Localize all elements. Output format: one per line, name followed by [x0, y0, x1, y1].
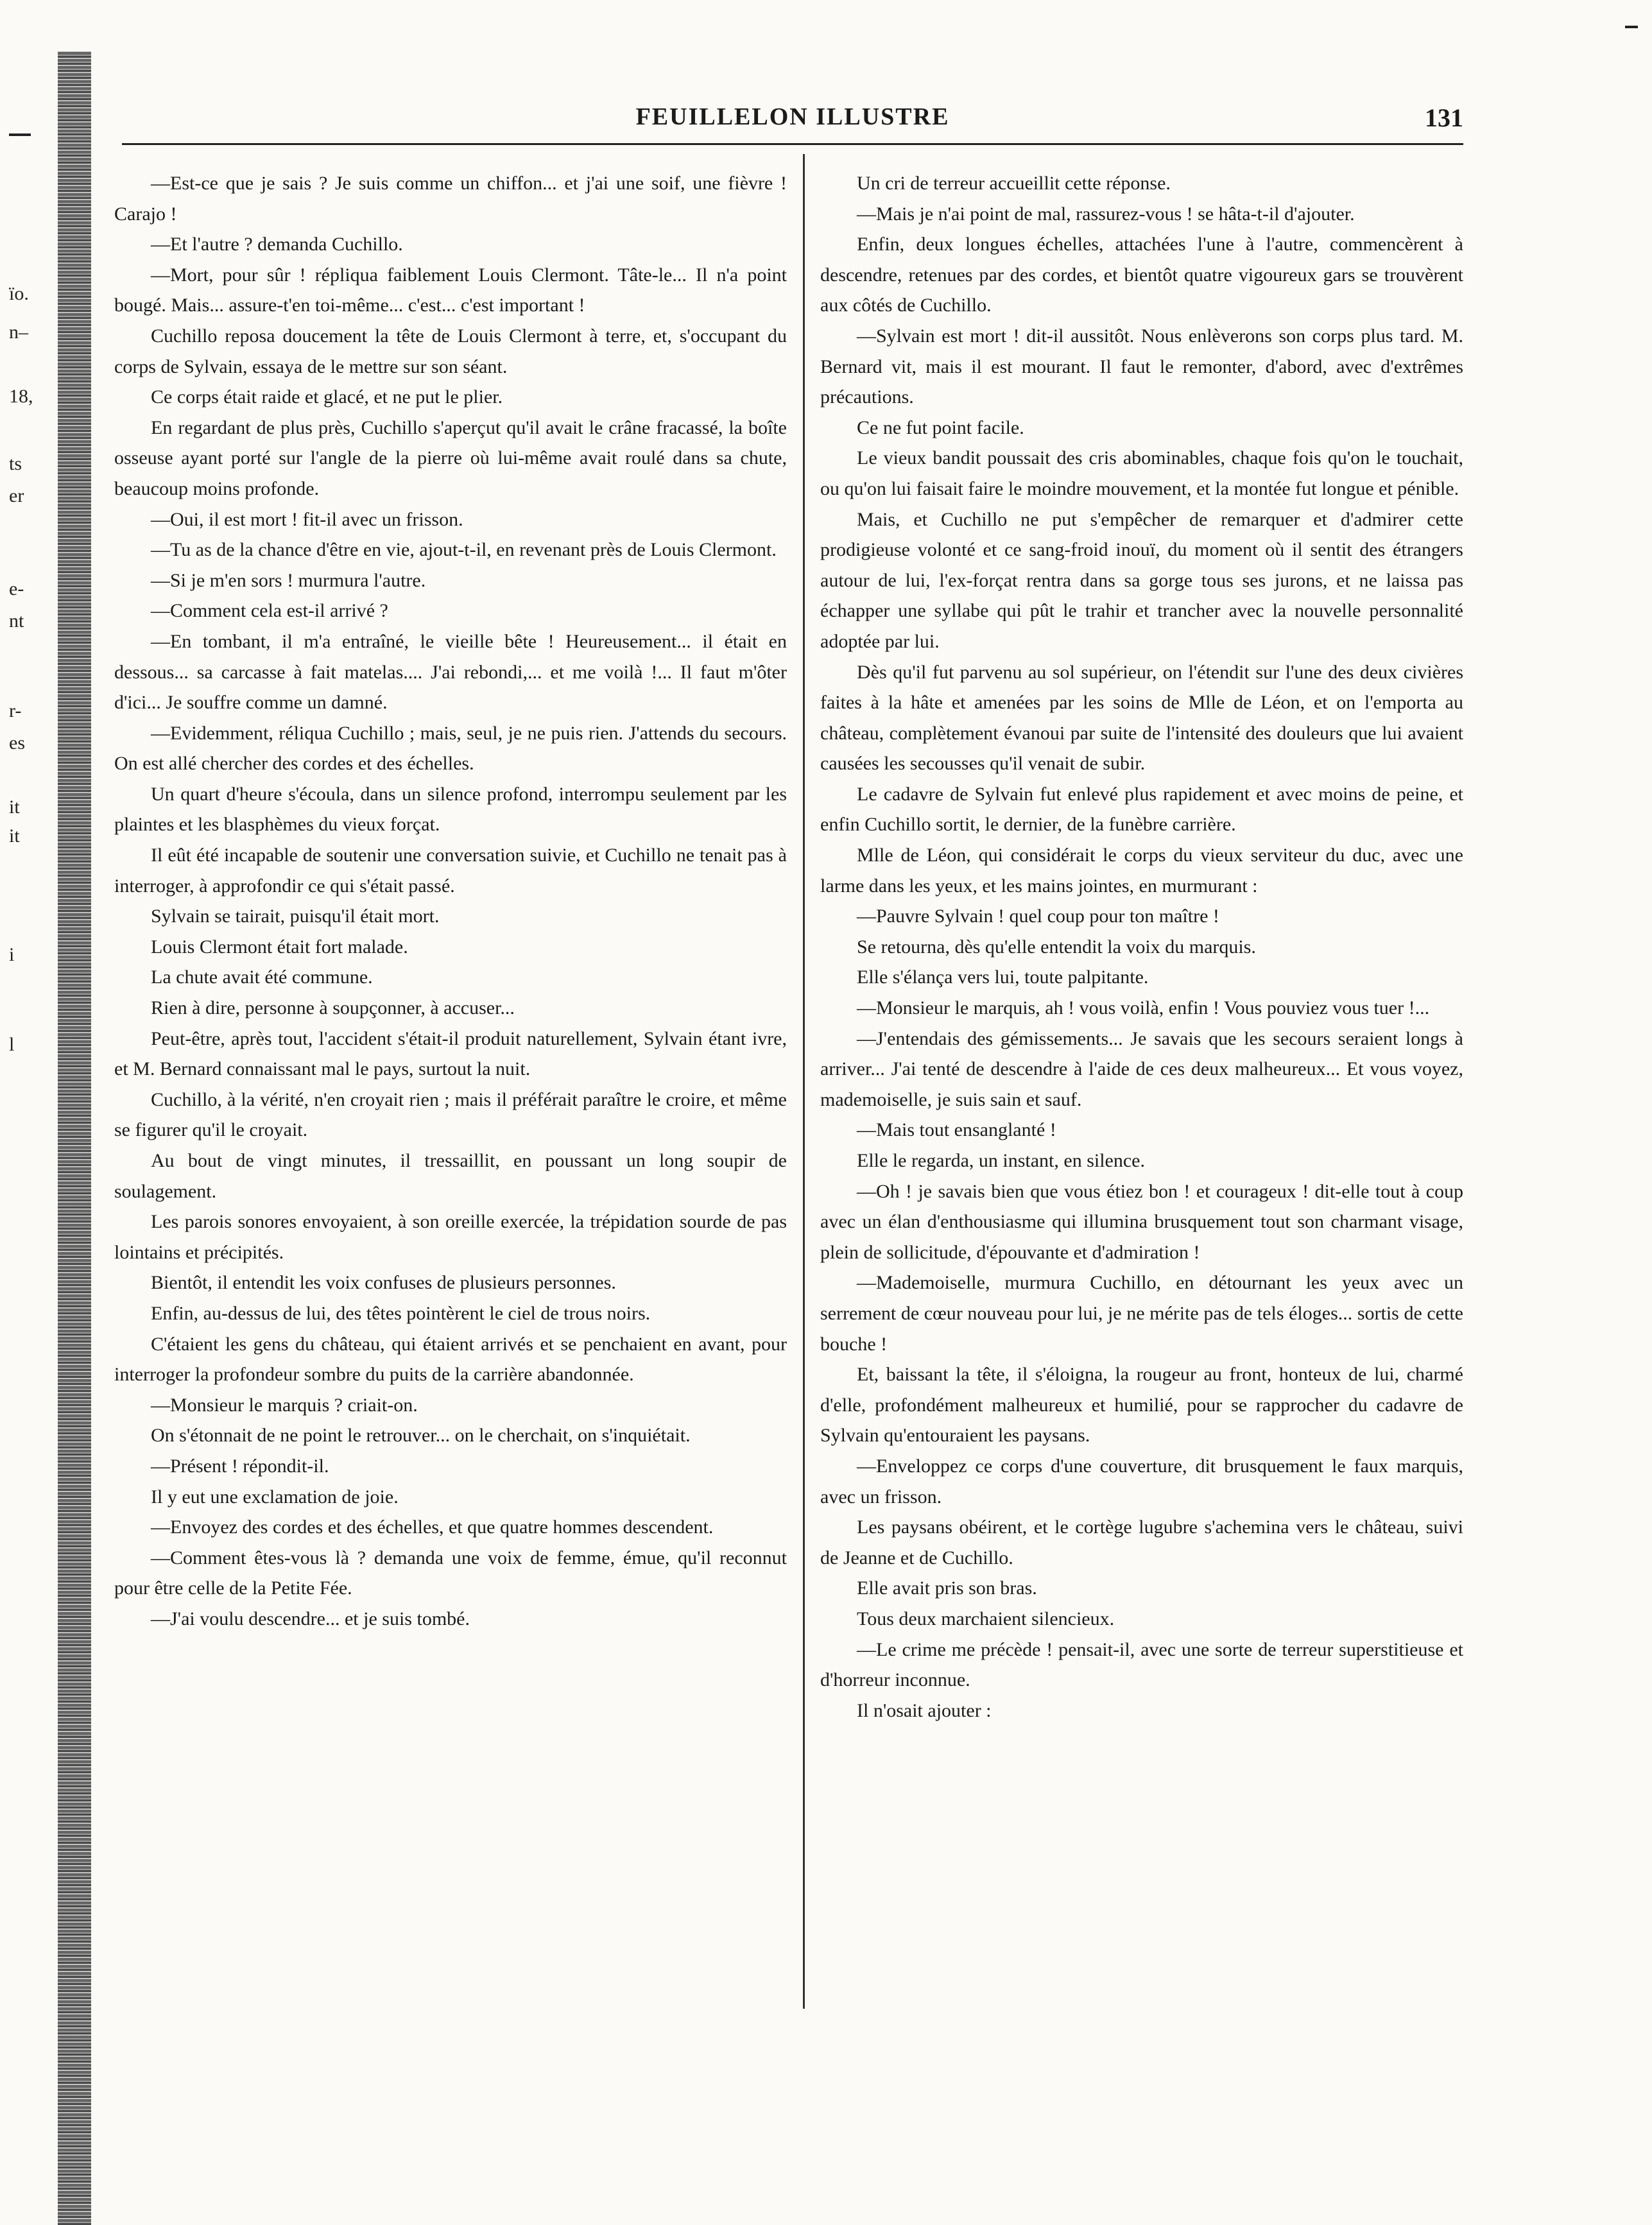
- right-column: [820, 168, 1463, 1726]
- paragraph: Au bout de vingt minutes, il tressaillit, en poussant un long soupir de soulagement.: [114, 1150, 787, 1202]
- paragraph: Sylvain se tairait, puisqu'il était mort.: [151, 906, 440, 927]
- paragraph: Enfin, au-dessus de lui, des têtes pointèrent le ciel de trous noirs.: [151, 1302, 651, 1324]
- paragraph: —En tombant, il m'a entraîné, le vieille bête ! Heureusement... il était en dessous... sa carcasse à fait matelas.... J'ai rebondi,... et me voilà !... Il faut m'ôter d'ici... Je souffre comme un damné.: [114, 630, 787, 714]
- paragraph: —Mais je n'ai point de mal, rassurez-vous ! se hâta-t-il d'ajouter.: [857, 203, 1355, 225]
- paragraph: —Est-ce que je sais ? Je suis comme un chiffon... et j'ai une soif, une fièvre ! Carajo !: [114, 173, 787, 225]
- paragraph: —J'entendais des gémissements... Je savais que les secours seraient longs à arriver... J'ai tenté de descendre à l'aide de ces deux malheureux... Et vous voyez, mademoiselle, je suis sain et sauf.: [820, 1027, 1463, 1110]
- edge-fragment: n–: [9, 322, 28, 343]
- page-header: [122, 103, 1463, 135]
- paragraph: Elle avait pris son bras.: [857, 1577, 1037, 1599]
- paragraph: —J'ai voulu descendre... et je suis tombé.: [151, 1608, 470, 1629]
- edge-fragment: l: [9, 1034, 15, 1055]
- paragraph: —Tu as de la chance d'être en vie, ajout-t-il, en revenant près de Louis Clermont.: [151, 539, 777, 561]
- paragraph: —Evidemment, réliqua Cuchillo ; mais, seul, je ne puis rien. J'attends du secours. On est allé chercher des cordes et des échelles.: [114, 722, 787, 775]
- paragraph: Mlle de Léon, qui considérait le corps du vieux serviteur du duc, avec une larme dans les yeux, et les mains jointes, en murmurant :: [820, 845, 1463, 897]
- left-column: [114, 168, 787, 1635]
- paragraph: —Si je m'en sors ! murmura l'autre.: [151, 569, 426, 591]
- paragraph: —Monsieur le marquis ? criait-on.: [151, 1394, 418, 1416]
- binding-edge: [58, 51, 91, 2225]
- corner-mark: [1625, 26, 1638, 28]
- paragraph: —Enveloppez ce corps d'une couverture, dit brusquement le faux marquis, avec un frisson.: [820, 1455, 1463, 1508]
- paragraph: —Le crime me précède ! pensait-il, avec une sorte de terreur superstitieuse et d'horreur inconnue.: [820, 1638, 1463, 1691]
- edge-fragment: i: [9, 944, 15, 965]
- edge-fragment: nt: [9, 610, 24, 631]
- paragraph: Ce corps était raide et glacé, et ne put le plier.: [151, 386, 503, 408]
- paragraph: Il eût été incapable de soutenir une conversation suivie, et Cuchillo ne tenait pas à interroger, à approfondir ce qui s'était passé.: [114, 845, 787, 897]
- page-number: 131: [1425, 103, 1463, 132]
- paragraph: Bientôt, il entendit les voix confuses de plusieurs personnes.: [151, 1272, 616, 1294]
- edge-fragment: ts: [9, 453, 22, 474]
- paragraph: Cuchillo, à la vérité, n'en croyait rien ; mais il préférait paraître le croire, et même se figurer qu'il le croyait.: [114, 1088, 787, 1141]
- paragraph: Mais, et Cuchillo ne put s'empêcher de remarquer et d'admirer cette prodigieuse volonté et ce sang-froid inouï, du moment où il sentit des étrangers autour de lui, l'ex-forçat rentra dans sa gorge tous ses jurons, et ne laissa pas échapper une syllabe qui pût le trahir et trancher avec la nouvelle personnalité adoptée par lui.: [820, 508, 1463, 652]
- header-rule: [122, 143, 1463, 145]
- edge-fragment: er: [9, 485, 24, 506]
- paragraph: Peut-être, après tout, l'accident s'était-il produit naturellement, Sylvain étant ivre, et M. Bernard connaissant mal le pays, surtout la nuit.: [114, 1027, 787, 1080]
- paragraph: —Présent ! répondit-il.: [151, 1455, 329, 1477]
- paragraph: On s'étonnait de ne point le retrouver... on le cherchait, on s'inquiétait.: [151, 1425, 691, 1447]
- edge-fragment: it: [9, 796, 20, 818]
- paragraph: —Monsieur le marquis, ah ! vous voilà, enfin ! Vous pouviez vous tuer !...: [857, 997, 1430, 1019]
- paragraph: Le cadavre de Sylvain fut enlevé plus rapidement et avec moins de peine, et enfin Cuchillo sortit, le dernier, de la funèbre carrière.: [820, 783, 1463, 836]
- paragraph: Un cri de terreur accueillit cette réponse.: [857, 173, 1171, 194]
- paragraph: Il y eut une exclamation de joie.: [151, 1486, 399, 1508]
- paragraph: Ce ne fut point facile.: [857, 417, 1024, 438]
- paragraph: Un quart d'heure s'écoula, dans un silence profond, interrompu seulement par les plaintes et les blasphèmes du vieux forçat.: [114, 783, 787, 836]
- paragraph: Se retourna, dès qu'elle entendit la voix du marquis.: [857, 936, 1256, 958]
- paragraph: —Comment êtes-vous là ? demanda une voix de femme, émue, qu'il reconnut pour être celle de la Petite Fée.: [114, 1547, 787, 1599]
- paragraph: Et, baissant la tête, il s'éloigna, la rougeur au front, honteux de lui, charmé d'elle, profondément malheureux et humilié, pour se rapprocher du cadavre de Sylvain qu'entouraient les paysans.: [820, 1364, 1463, 1447]
- paragraph: Cuchillo reposa doucement la tête de Louis Clermont à terre, et, s'occupant du corps de Sylvain, essaya de le mettre sur son séant.: [114, 325, 787, 377]
- column-separator: [803, 154, 805, 2009]
- paragraph: —Et l'autre ? demanda Cuchillo.: [151, 234, 403, 255]
- edge-fragment: ïo.: [9, 283, 29, 304]
- paragraph: Enfin, deux longues échelles, attachées l'une à l'autre, commencèrent à descendre, retenues par des cordes, et bientôt quatre vigoureux gars se trouvèrent aux côtés de Cuchillo.: [820, 234, 1463, 316]
- paragraph: Elle le regarda, un instant, en silence.: [857, 1150, 1145, 1171]
- edge-fragment: es: [9, 732, 25, 753]
- paragraph: Le vieux bandit poussait des cris abominables, chaque fois qu'on le touchait, ou qu'on lui faisait faire le moindre mouvement, et la montée fut longue et pénible.: [820, 447, 1463, 499]
- paragraph: —Mort, pour sûr ! répliqua faiblement Louis Clermont. Tâte-le... Il n'a point bougé. Mais... assure-t'en toi-même... c'est... c'est important !: [114, 264, 787, 316]
- paragraph: —Mais tout ensanglanté !: [857, 1119, 1056, 1141]
- edge-fragment: it: [9, 825, 20, 846]
- edge-fragment: e-: [9, 578, 24, 599]
- paragraph: —Envoyez des cordes et des échelles, et que quatre hommes descendent.: [151, 1516, 714, 1538]
- paragraph: La chute avait été commune.: [151, 966, 373, 988]
- paragraph: Rien à dire, personne à soupçonner, à accuser...: [151, 997, 515, 1019]
- paragraph: Louis Clermont était fort malade.: [151, 936, 408, 958]
- paragraph: En regardant de plus près, Cuchillo s'aperçut qu'il avait le crâne fracassé, la boîte osseuse ayant porté sur l'angle de la pierre où lui-même avait roulé dans sa chute, beaucoup moins profonde.: [114, 417, 787, 499]
- edge-fragment: r-: [9, 700, 22, 721]
- paragraph: C'étaient les gens du château, qui étaient arrivés et se penchaient en avant, pour interroger la profondeur sombre du puits de la carrière abandonnée.: [114, 1333, 787, 1386]
- paragraph: Elle s'élança vers lui, toute palpitante.: [857, 966, 1149, 988]
- paragraph: —Comment cela est-il arrivé ?: [151, 600, 388, 622]
- paragraph: —Mademoiselle, murmura Cuchillo, en détournant les yeux avec un serrement de cœur nouveau pour lui, je ne mérite pas de tels éloges... sortis de cette bouche !: [820, 1272, 1463, 1355]
- paragraph: Dès qu'il fut parvenu au sol supérieur, on l'étendit sur l'une des deux civières faites à la hâte et amenées par les soins de Mlle de Léon, et on l'emporta au château, complètement évanoui par suite de l'intensité des douleurs que lui avaient causées les secousses qu'il venait de subir.: [820, 661, 1463, 775]
- paragraph: Les parois sonores envoyaient, à son oreille exercée, la trépidation sourde de pas lointains et précipités.: [114, 1211, 787, 1263]
- paragraph: —Oh ! je savais bien que vous étiez bon ! et courageux ! dit-elle tout à coup avec un élan d'enthousiasme qui illumina brusquement tout son charmant visage, plein de sollicitude, d'épouvante et d'admiration !: [820, 1180, 1463, 1263]
- paragraph: —Pauvre Sylvain ! quel coup pour ton maître !: [857, 906, 1219, 927]
- paragraph: —Sylvain est mort ! dit-il aussitôt. Nous enlèverons son corps plus tard. M. Bernard vit, mais il est mourant. Il faut le remonter, d'abord, avec d'extrêmes précautions.: [820, 325, 1463, 408]
- paragraph: Tous deux marchaient silencieux.: [857, 1608, 1115, 1629]
- paragraph: Il n'osait ajouter :: [857, 1699, 992, 1721]
- paragraph: Les paysans obéirent, et le cortège lugubre s'achemina vers le château, suivi de Jeanne et de Cuchillo.: [820, 1516, 1463, 1568]
- edge-fragment: 18,: [9, 386, 33, 407]
- margin-mark: [9, 133, 31, 136]
- running-title: FEUILLELON ILLUSTRE: [635, 103, 950, 130]
- paragraph: —Oui, il est mort ! fit-il avec un frisson.: [151, 508, 463, 530]
